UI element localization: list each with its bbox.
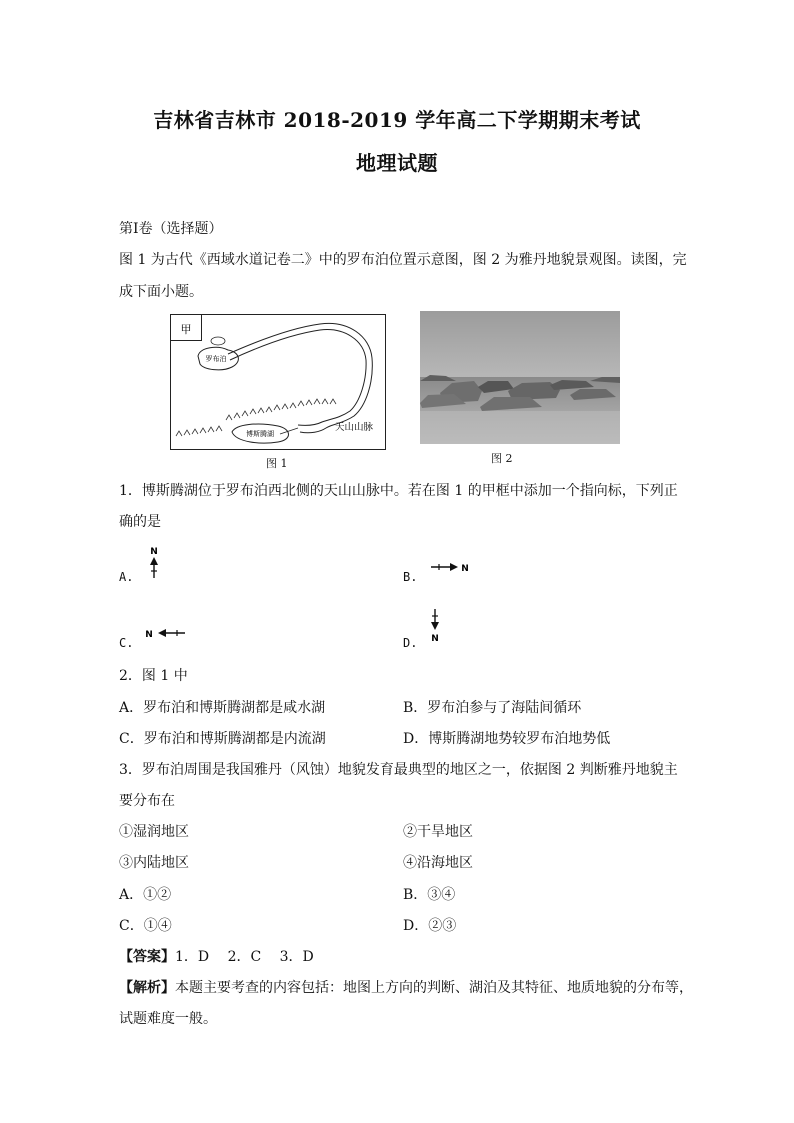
- bosten-label: 博斯腾湖: [246, 430, 274, 438]
- north-arrow-left-icon: [144, 626, 186, 640]
- q3-option-b: B．③④: [403, 887, 456, 903]
- q2-option-a: A．罗布泊和博斯腾湖都是咸水湖: [119, 700, 326, 716]
- section-heading: 第Ⅰ卷（选择题）: [119, 221, 223, 237]
- q3-option-d: D．②③: [403, 918, 457, 934]
- q2-stem: 2．图 1 中: [119, 668, 188, 684]
- q3-item-4: ④沿海地区: [403, 855, 473, 871]
- q3-option-a: A．①②: [119, 887, 172, 903]
- lop-nur-label: 罗布泊: [205, 355, 227, 363]
- figure1-map: [170, 314, 386, 450]
- svg-text:N: N: [145, 630, 153, 640]
- q3-item-3: ③内陆地区: [119, 855, 189, 871]
- analysis-label: 【解析】: [119, 980, 175, 996]
- north-arrow-up-icon: [144, 545, 164, 579]
- jia-label: 甲: [180, 323, 192, 336]
- page-title: 吉林省吉林市 2018-2019 学年高二下学期期末考试: [153, 108, 641, 132]
- svg-text:N: N: [150, 547, 158, 557]
- svg-text:N: N: [461, 564, 469, 574]
- analysis-line-1: [119, 977, 693, 997]
- q1-option-c-label: C.: [119, 636, 134, 650]
- q3-option-c: C．①④: [119, 918, 172, 934]
- analysis-line-2: 试题难度一般。: [119, 1011, 217, 1027]
- q1-stem-line-1: 1．博斯腾湖位于罗布泊西北侧的天山山脉中。若在图 1 的甲框中添加一个指向标，下列正: [119, 483, 678, 499]
- q3-stem-line-1: 3．罗布泊周围是我国雅丹（风蚀）地貌发育最典型的地区之一，依据图 2 判断雅丹地貌主: [119, 762, 678, 778]
- figure1-caption: 图 1: [266, 457, 288, 470]
- answer-text: 1．D 2．C 3．D: [175, 949, 314, 965]
- tianshan-label: 天山山脉: [334, 422, 374, 433]
- north-arrow-down-icon: [425, 608, 445, 644]
- answer-label: 【答案】: [119, 949, 175, 965]
- q3-stem-line-2: 要分布在: [119, 793, 175, 809]
- q3-item-2: ②干旱地区: [403, 824, 473, 840]
- answer-line: [119, 946, 314, 966]
- figure2-photo: [420, 311, 620, 444]
- q2-option-d: D．博斯腾湖地势较罗布泊地势低: [403, 731, 611, 747]
- svg-text:N: N: [431, 634, 439, 644]
- page-subtitle: 地理试题: [356, 151, 438, 175]
- q2-option-b: B．罗布泊参与了海陆间循环: [403, 700, 582, 716]
- q1-option-a-label: A.: [119, 570, 134, 584]
- q1-option-b-label: B.: [403, 570, 418, 584]
- q1-option-d-label: D.: [403, 636, 418, 650]
- q1-stem-line-2: 确的是: [119, 514, 161, 530]
- analysis-text-1: 本题主要考查的内容包括：地图上方向的判断、湖泊及其特征、地质地貌的分布等，: [175, 980, 693, 996]
- q2-option-c: C．罗布泊和博斯腾湖都是内流湖: [119, 731, 326, 747]
- figure2-caption: 图 2: [491, 452, 513, 465]
- intro-line-1: 图 1 为古代《西域水道记卷二》中的罗布泊位置示意图，图 2 为雅丹地貌景观图。读图，完: [119, 252, 687, 268]
- intro-line-2: 成下面小题。: [119, 284, 203, 300]
- north-arrow-right-icon: [430, 560, 472, 574]
- q3-item-1: ①湿润地区: [119, 824, 189, 840]
